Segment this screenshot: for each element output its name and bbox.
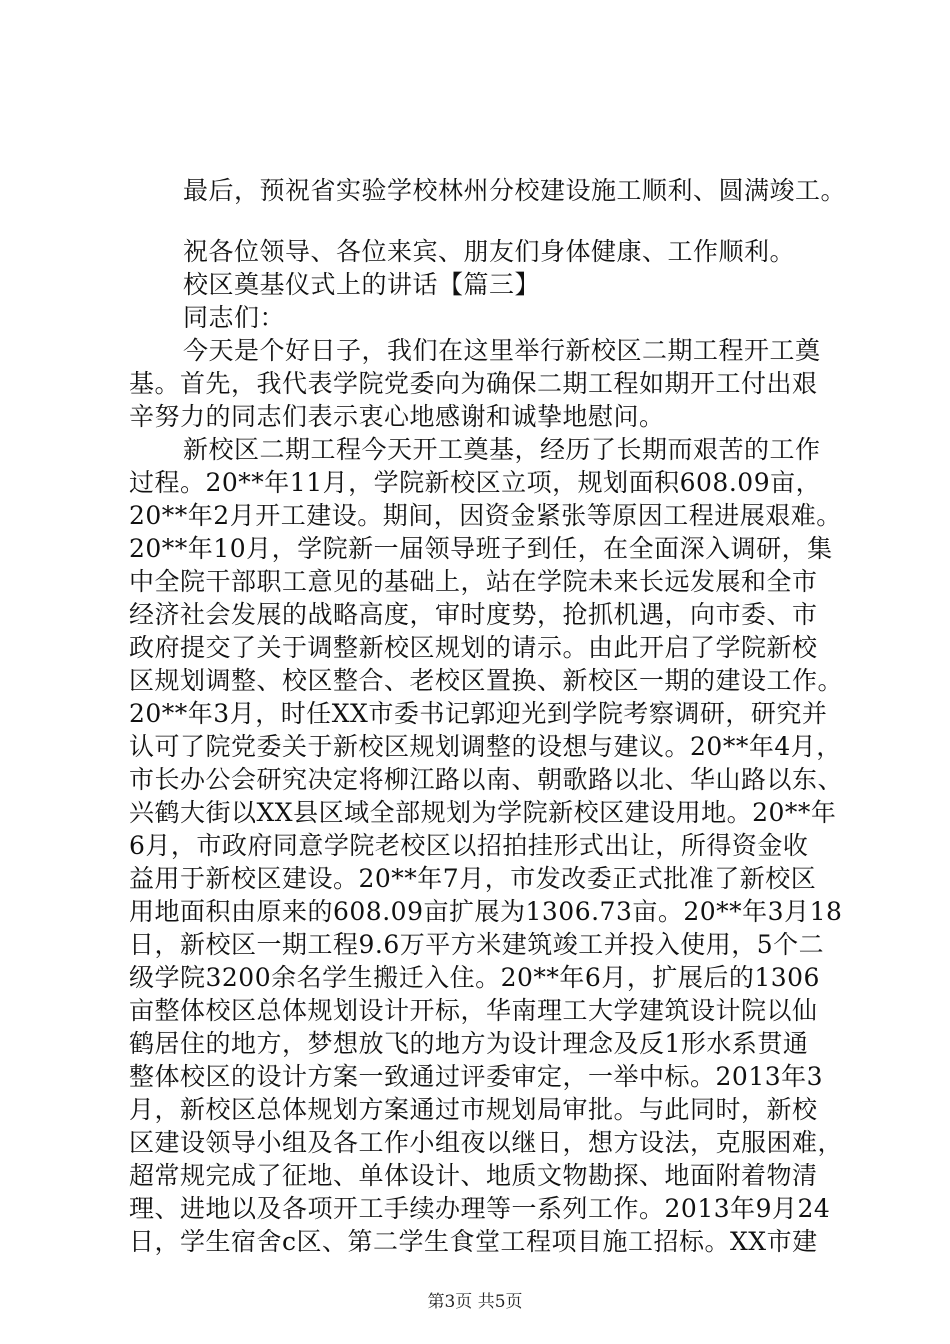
section-heading: 校区奠基仪式上的讲话【篇三】: [183, 270, 541, 299]
text-line: 整体校区的设计方案一致通过评委审定，一举中标。2013年3: [129, 1062, 824, 1091]
text-line: 市长办公会研究决定将柳江路以南、朝歌路以北、华山路以东、: [129, 765, 844, 794]
text-line: 日，学生宿舍c区、第二学生食堂工程项目施工招标。XX市建: [129, 1227, 818, 1256]
text-line: 月，新校区总体规划方案通过市规划局审批。与此同时，新校: [129, 1095, 818, 1124]
text-line: 20**年2月开工建设。期间，因资金紧张等原因工程进展艰难。: [129, 501, 842, 530]
text-line: 新校区二期工程今天开工奠基，经历了长期而艰苦的工作: [183, 435, 821, 464]
salutation: 同志们：: [183, 303, 286, 332]
text-line: 亩整体校区总体规划设计开标，华南理工大学建筑设计院以仙: [129, 996, 818, 1025]
text-line: 6月，市政府同意学院老校区以招拍挂形式出让，所得资金收: [129, 831, 809, 860]
text-line: 基。首先，我代表学院党委向为确保二期工程如期开工付出艰: [129, 369, 818, 398]
text-line: 区规划调整、校区整合、老校区置换、新校区一期的建设工作。: [129, 666, 844, 695]
text-line: 级学院3200余名学生搬迁入住。20**年6月，扩展后的1306: [129, 963, 820, 992]
text-line: 益用于新校区建设。20**年7月，市发改委正式批准了新校区: [129, 864, 817, 893]
text-line: 辛努力的同志们表示衷心地感谢和诚挚地慰问。: [129, 402, 665, 431]
text-line: 经济社会发展的战略高度，审时度势，抢抓机遇，向市委、市: [129, 600, 818, 629]
text-line: 区建设领导小组及各工作小组夜以继日，想方设法，克服困难，: [129, 1128, 844, 1157]
page-number: 第3页 共5页: [427, 1292, 523, 1312]
text-line: 兴鹤大街以XX县区域全部规划为学院新校区建设用地。20**年: [129, 798, 837, 827]
text-line: 祝各位领导、各位来宾、朋友们身体健康、工作顺利。: [183, 237, 796, 266]
text-line: 超常规完成了征地、单体设计、地质文物勘探、地面附着物清: [129, 1161, 818, 1190]
text-line: 理、进地以及各项开工手续办理等一系列工作。2013年9月24: [129, 1194, 831, 1223]
text-line: 20**年3月，时任XX市委书记郭迎光到学院考察调研，研究并: [129, 699, 828, 728]
text-line: 鹤居住的地方，梦想放飞的地方为设计理念及反1形水系贯通: [129, 1029, 809, 1058]
text-line: 用地面积由原来的608.09亩扩展为1306.73亩。20**年3月18: [129, 897, 843, 926]
text-line: 政府提交了关于调整新校区规划的请示。由此开启了学院新校: [129, 633, 818, 662]
text-line: 日，新校区一期工程9.6万平方米建筑竣工并投入使用，5个二: [129, 930, 825, 959]
text-line: 过程。20**年11月，学院新校区立项，规划面积608.09亩，: [129, 468, 822, 497]
text-line: 认可了院党委关于新校区规划调整的设想与建议。20**年4月，: [129, 732, 842, 761]
text-line: 最后，预祝省实验学校林州分校建设施工顺利、圆满竣工。: [183, 176, 847, 205]
text-line: 今天是个好日子，我们在这里举行新校区二期工程开工奠: [183, 336, 821, 365]
text-line: 中全院干部职工意见的基础上，站在学院未来长远发展和全市: [129, 567, 818, 596]
text-line: 20**年10月，学院新一届领导班子到任，在全面深入调研，集: [129, 534, 833, 563]
